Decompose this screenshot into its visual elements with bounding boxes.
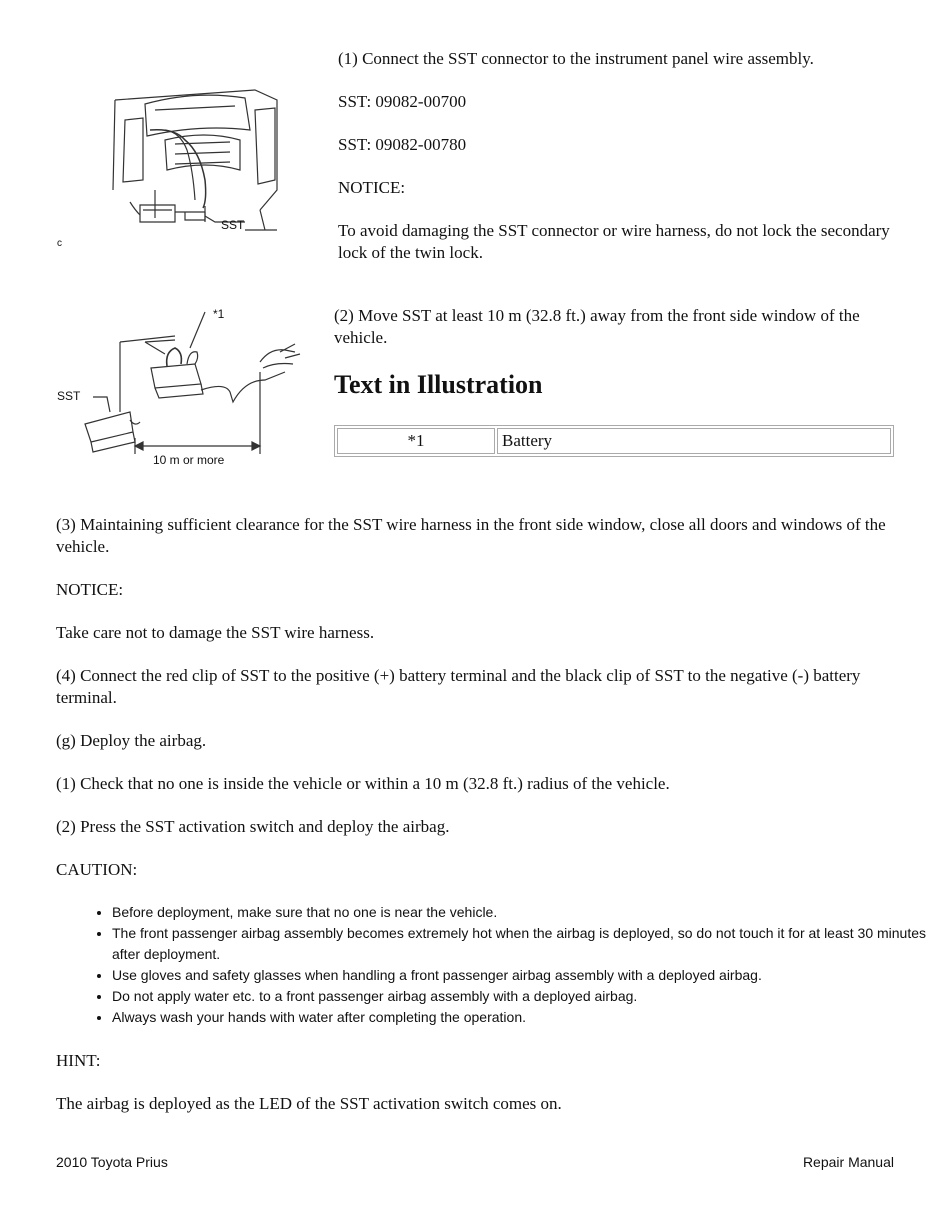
- figure2-sst-label: SST: [57, 389, 81, 403]
- sst-number-1: SST: 09082-00700: [338, 92, 467, 111]
- footer-right: Repair Manual: [802, 1154, 894, 1170]
- instrument-panel-illustration: [55, 70, 295, 250]
- step-press-switch: (2) Press the SST activation switch and deploy the airbag.: [56, 817, 450, 836]
- section1-text: [338, 48, 898, 264]
- step-deploy-airbag: (g) Deploy the airbag.: [56, 731, 207, 750]
- illustration-heading: Text in Illustration: [334, 370, 543, 399]
- figure1-sst-label: SST: [221, 218, 245, 232]
- table-row: [337, 428, 891, 454]
- notice-label-1: NOTICE:: [338, 178, 406, 197]
- sst-distance-illustration: [55, 302, 305, 472]
- notice-text-1: To avoid damaging the SST connector or wire harness, do not lock the secondary lock of the twin lock.: [338, 221, 890, 262]
- caution-list: [56, 902, 950, 1028]
- notice-label-2: NOTICE:: [56, 580, 124, 599]
- figure2-distance-label: 10 m or more: [153, 453, 225, 467]
- illustration-table: [334, 425, 894, 457]
- body-text: [56, 514, 896, 881]
- list-item: • The front passenger airbag assembly becomes extremely hot when the airbag is deployed, so do not touch it for at least 30 minutes after deployment.: [112, 923, 950, 965]
- footer-left: 2010 Toyota Prius: [56, 1154, 168, 1170]
- caution-label: CAUTION:: [56, 860, 138, 879]
- step-move-sst: (2) Move SST at least 10 m (32.8 ft.) away from the front side window of the vehicle.: [334, 306, 860, 347]
- list-item: • Use gloves and safety glasses when handling a front passenger airbag assembly with a deployed airbag.: [112, 965, 950, 986]
- table-key-cell: *1: [337, 428, 495, 454]
- step-check-clearance: (1) Check that no one is inside the vehicle or within a 10 m (32.8 ft.) radius of the vehicle.: [56, 774, 670, 793]
- list-item: • Always wash your hands with water after completing the operation.: [112, 1007, 950, 1028]
- table-value-cell: Battery: [497, 428, 891, 454]
- list-item: • Before deployment, make sure that no one is near the vehicle.: [112, 902, 950, 923]
- hint-label: HINT:: [56, 1051, 101, 1070]
- step-connect-clips: (4) Connect the red clip of SST to the positive (+) battery terminal and the black clip of SST to the negative (-) battery terminal.: [56, 666, 861, 707]
- notice-text-2: Take care not to damage the SST wire harness.: [56, 623, 375, 642]
- step-connect-sst: (1) Connect the SST connector to the instrument panel wire assembly.: [338, 49, 814, 68]
- figure1-letter: c: [57, 238, 62, 249]
- list-item: • Do not apply water etc. to a front passenger airbag assembly with a deployed airbag.: [112, 986, 950, 1007]
- figure2-star-label: *1: [213, 307, 225, 321]
- step-close-doors: (3) Maintaining sufficient clearance for the SST wire harness in the front side window, close all doors and windows of the vehicle.: [56, 515, 886, 556]
- hint-text: The airbag is deployed as the LED of the SST activation switch comes on.: [56, 1094, 562, 1113]
- sst-number-2: SST: 09082-00780: [338, 135, 467, 154]
